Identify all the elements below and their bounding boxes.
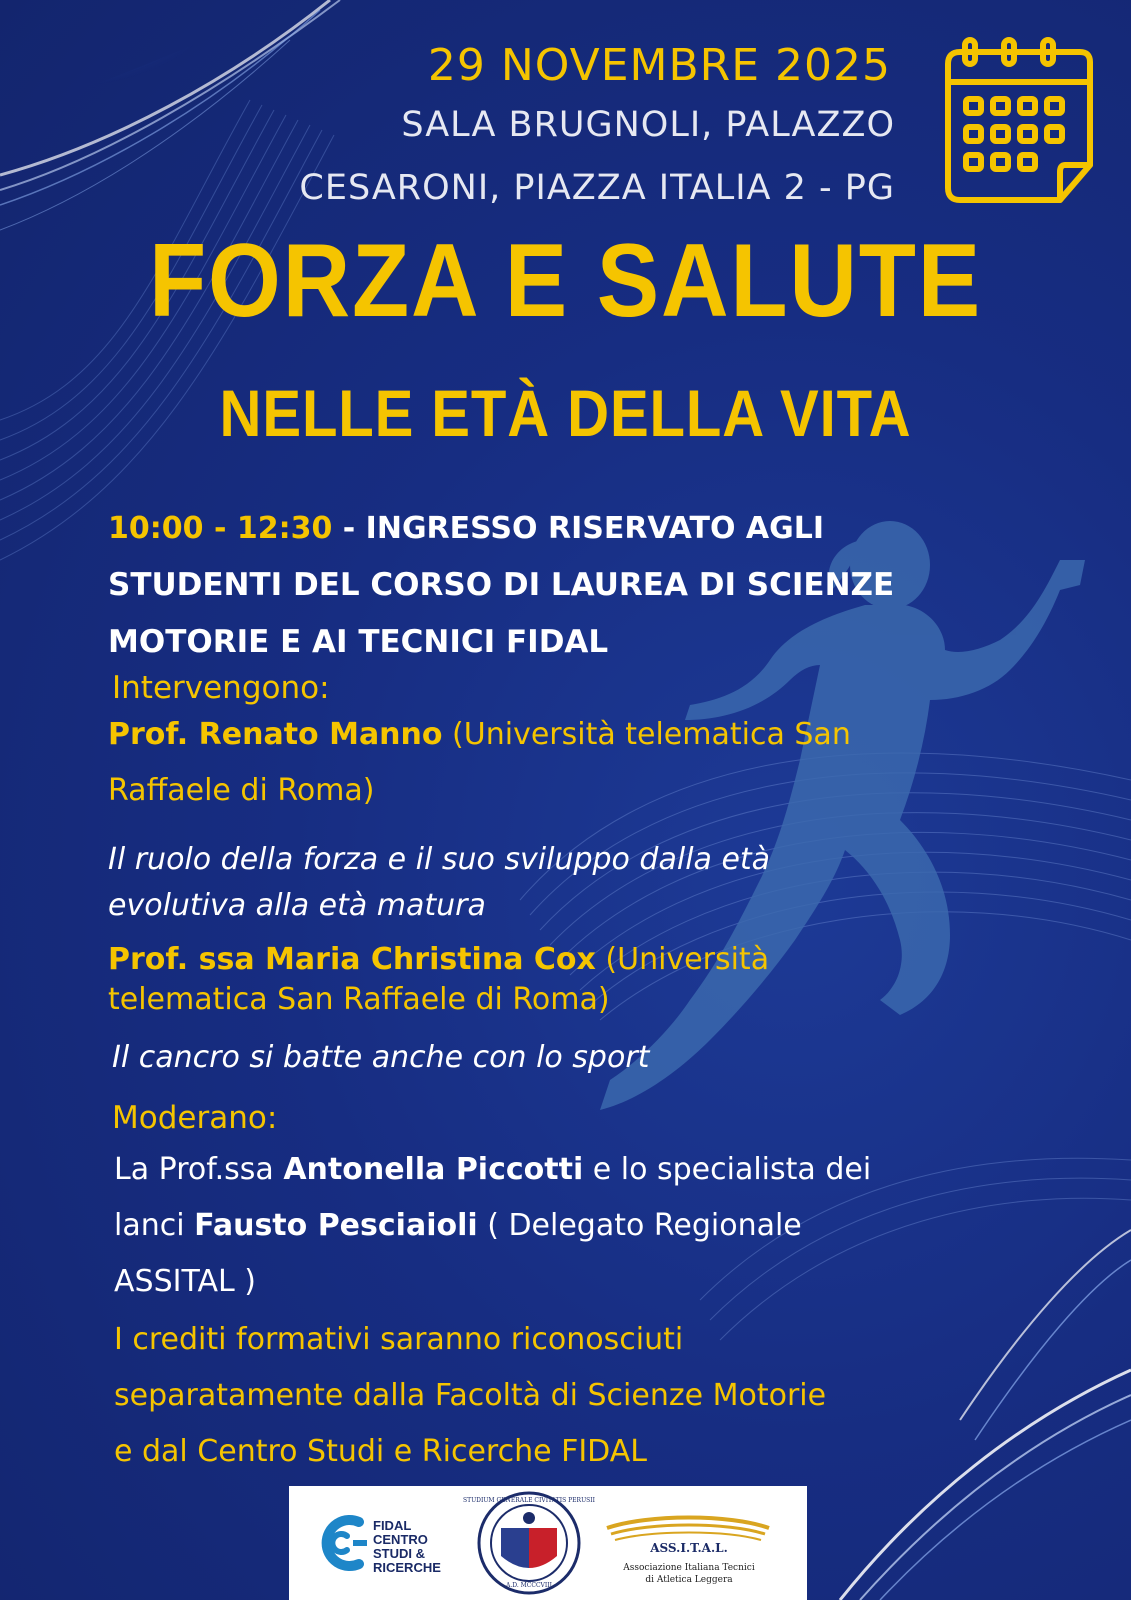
seal-date-text: A.D. MCCCVIII bbox=[505, 1582, 553, 1589]
sub-title: NELLE ETÀ DELLA VITA bbox=[219, 376, 912, 450]
speaker1-affiliation-line2: Raffaele di Roma) bbox=[108, 773, 375, 808]
speaker1-block bbox=[108, 707, 1068, 819]
schedule-line1: - INGRESSO RISERVATO AGLI bbox=[332, 511, 825, 546]
schedule-line2: STUDENTI DEL CORSO DI LAUREA DI SCIENZE bbox=[108, 567, 895, 603]
speaker2-talk: Il cancro si batte anche con lo sport bbox=[112, 1040, 650, 1075]
university-seal-logo bbox=[463, 1493, 596, 1593]
speaker1-talk bbox=[108, 837, 1008, 929]
speaker1-talk-line1: Il ruolo della forza e il suo sviluppo dalla età bbox=[108, 842, 771, 877]
moderators-line2-a: lanci bbox=[114, 1208, 195, 1243]
moderator2-name: Fausto Pesciaioli bbox=[194, 1208, 478, 1243]
moderators-line1-a: La Prof.ssa bbox=[114, 1152, 284, 1187]
event-venue-line2: CESARONI, PIAZZA ITALIA 2 - PG bbox=[299, 168, 895, 208]
speaker1-talk-line2: evolutiva alla età matura bbox=[108, 888, 486, 923]
schedule-block bbox=[108, 500, 1068, 671]
fidal-text-2: CENTRO bbox=[373, 1532, 428, 1547]
fidal-text-4: RICERCHE bbox=[373, 1560, 441, 1575]
assital-name: ASS.I.T.A.L. bbox=[650, 1541, 728, 1555]
sponsor-logos bbox=[289, 1486, 807, 1600]
moderators-line3: ASSITAL ) bbox=[114, 1264, 256, 1299]
main-title: FORZA E SALUTE bbox=[149, 223, 982, 339]
fidal-text-1: FIDAL bbox=[373, 1518, 412, 1533]
schedule-line3: MOTORIE E AI TECNICI FIDAL bbox=[108, 624, 609, 660]
credits-line3: e dal Centro Studi e Ricerche FIDAL bbox=[114, 1434, 647, 1469]
speaker2-affiliation-line1: (Università bbox=[595, 942, 770, 977]
speaker2-block bbox=[108, 940, 1068, 1020]
speaker2-affiliation-line2: telematica San Raffaele di Roma) bbox=[108, 982, 610, 1017]
speakers-label: Intervengono: bbox=[112, 670, 330, 706]
credits-line2: separatamente dalla Facoltà di Scienze Motorie bbox=[114, 1378, 827, 1413]
seal-ring-text: STUDIUM GENERALE CIVITATIS PERUSII bbox=[463, 1497, 595, 1504]
event-date: 29 NOVEMBRE 2025 bbox=[427, 40, 891, 91]
credits-block bbox=[114, 1312, 1074, 1480]
fidal-text-3: STUDI & bbox=[373, 1546, 425, 1561]
assital-logo bbox=[607, 1518, 769, 1586]
moderators-label: Moderano: bbox=[112, 1100, 278, 1136]
speaker1-affiliation-line1: (Università telematica San bbox=[442, 717, 851, 752]
schedule-time: 10:00 - 12:30 bbox=[108, 511, 333, 546]
moderator1-name: Antonella Piccotti bbox=[283, 1152, 584, 1187]
speaker2-name: Prof. ssa Maria Christina Cox bbox=[108, 942, 596, 977]
assital-line1: Associazione Italiana Tecnici bbox=[623, 1563, 755, 1573]
moderators-block bbox=[114, 1142, 1074, 1310]
credits-line1: I crediti formativi saranno riconosciuti bbox=[114, 1322, 684, 1357]
speaker1-name: Prof. Renato Manno bbox=[108, 717, 443, 752]
fidal-logo bbox=[327, 1518, 442, 1575]
assital-line2: di Atletica Leggera bbox=[645, 1575, 733, 1585]
moderators-line1-b: e lo specialista dei bbox=[583, 1152, 872, 1187]
moderators-line2-b: ( Delegato Regionale bbox=[477, 1208, 802, 1243]
event-venue-line1: SALA BRUGNOLI, PALAZZO bbox=[401, 105, 895, 145]
